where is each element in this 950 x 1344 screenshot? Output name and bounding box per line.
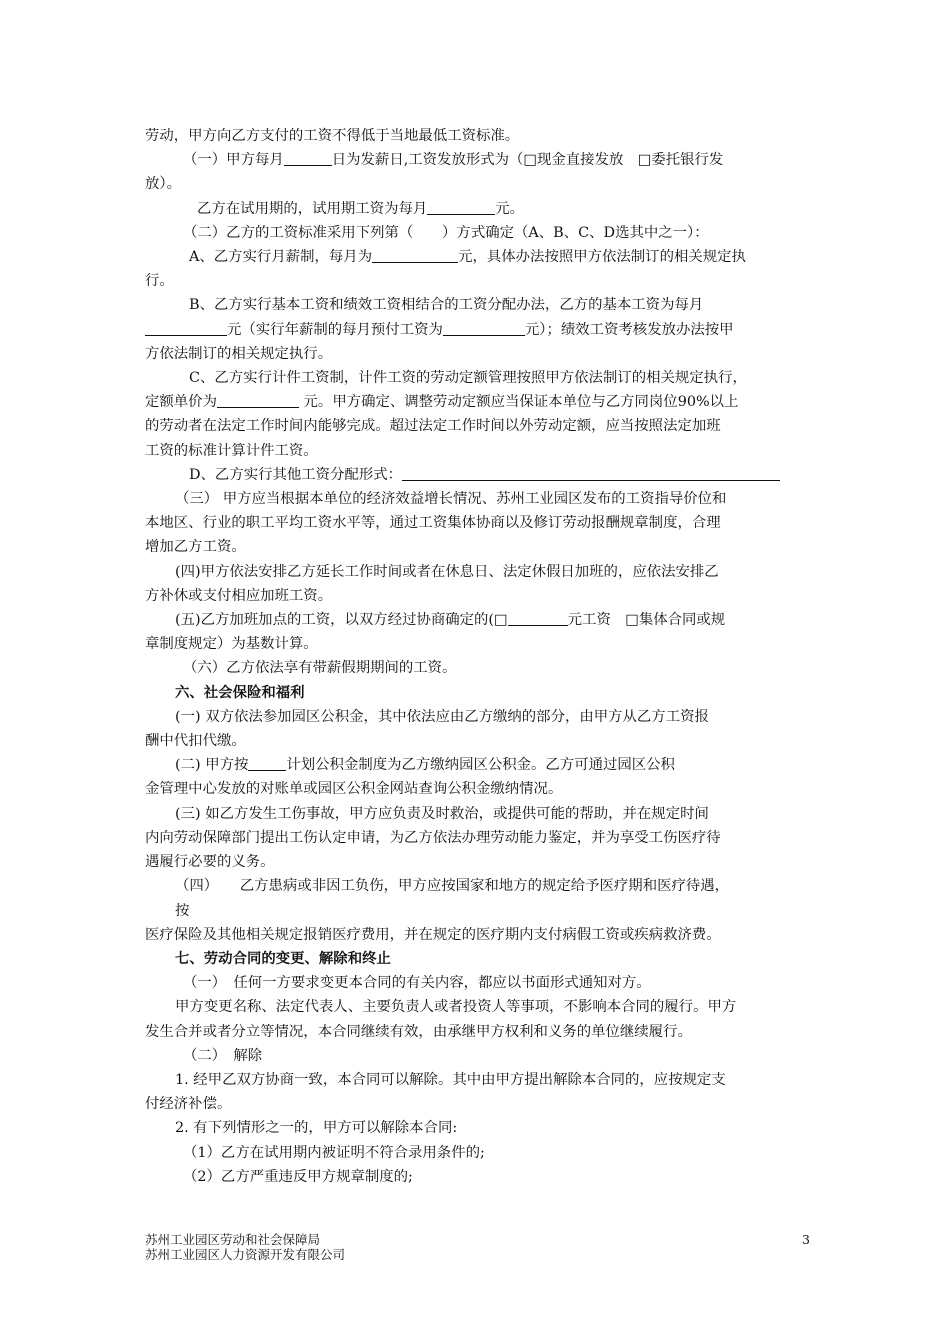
text-line: 增加乙方工资。 (145, 539, 246, 556)
text-line: 方依法制订的相关规定执行。 (145, 345, 333, 362)
blank-field[interactable] (284, 150, 332, 166)
blank-field[interactable] (443, 320, 525, 336)
text-line: (二) 甲方按 计划公积金制度为乙方缴纳园区公积金。乙方可通过园区公积 (175, 757, 675, 774)
text-line: 遇履行必要的义务。 (145, 854, 275, 871)
text-line: （三） 甲方应当根据本单位的经济效益增长情况、苏州工业园区发布的工资指导价位和 (175, 491, 727, 508)
section-heading: 七、劳动合同的变更、解除和终止 (175, 949, 391, 967)
text-line: 医疗保险及其他相关规定报销医疗费用，并在规定的医疗期内支付病假工资或疾病救济费。 (145, 926, 721, 943)
text-line: D、乙方实行其他工资分配形式： (145, 463, 810, 487)
text-line: 酬中代扣代缴。 (145, 733, 246, 750)
blank-field[interactable] (427, 199, 495, 215)
blank-field[interactable] (145, 320, 227, 336)
text-line: 本地区、行业的职工平均工资水平等，通过工资集体协商以及修订劳动报酬规章制度，合理 (145, 515, 721, 532)
text-line: 定额单价为 元。甲方确定、调整劳动定额应当保证本单位与乙方同岗位90%以上 (145, 394, 739, 411)
text-line: 按 (175, 902, 190, 919)
text-line: （2）乙方严重违反甲方规章制度的; (183, 1168, 413, 1185)
text-line: A、乙方实行月薪制，每月为 元，具体办法按照甲方依法制订的相关规定执 (189, 249, 746, 266)
footer-org: 苏州工业园区人力资源开发有限公司 (145, 1247, 346, 1262)
text-line: 乙方在试用期的，试用期工资为每月 元。 (197, 200, 525, 217)
footer-org: 苏州工业园区劳动和社会保障局 (145, 1232, 321, 1247)
text-line: (三) 如乙方发生工伤事故，甲方应负责及时救治，或提供可能的帮助，并在规定时间 (175, 805, 709, 822)
text-line: （二）乙方的工资标准采用下列第（ ）方式确定（A、B、C、D选其中之一）： (183, 224, 709, 241)
blank-field[interactable] (217, 392, 299, 408)
text-line: (一) 双方依法参加园区公积金，其中依法应由乙方缴纳的部分，由甲方从乙方工资报 (175, 708, 709, 725)
text-line: （二） 解除 (183, 1047, 263, 1064)
section-heading: 六、社会保险和福利 (175, 683, 305, 701)
text-line: 工资的标准计算计件工资。 (145, 442, 318, 459)
text-line: （1）乙方在试用期内被证明不符合录用条件的; (183, 1144, 485, 1161)
text-line: 章制度规定）为基数计算。 (145, 636, 318, 653)
text-line: 放）。 (145, 176, 181, 193)
text-line: 甲方变更名称、法定代表人、主要负责人或者投资人等事项，不影响本合同的履行。甲方 (175, 999, 737, 1016)
text-line: 付经济补偿。 (145, 1096, 232, 1113)
text-line: （一） 任何一方要求变更本合同的有关内容，都应以书面形式通知对方。 (183, 975, 651, 992)
page-footer (145, 1232, 810, 1262)
blank-field[interactable] (248, 755, 286, 771)
blank-field[interactable] (372, 247, 458, 263)
text-line: 行。 (145, 273, 174, 290)
blank-field[interactable] (508, 610, 568, 626)
text-line: （一）甲方每月 日为发薪日,工资发放形式为（□现金直接发放 □委托银行发 (183, 152, 724, 169)
text-line: (五)乙方加班加点的工资，以双方经过协商确定的(□ 元工资 □集体合同或规 (175, 612, 726, 629)
text-line: 发生合并或者分立等情况，本合同继续有效，由承继甲方权利和义务的单位继续履行。 (145, 1023, 692, 1040)
text-line: 金管理中心发放的对账单或园区公积金网站查询公积金缴纳情况。 (145, 781, 563, 798)
text-line: 方补休或支付相应加班工资。 (145, 587, 333, 604)
blank-field[interactable] (402, 465, 780, 481)
text-line: 元（实行年薪制的每月预付工资为 元）；绩效工资考核发放办法按甲 (145, 318, 810, 342)
text-line: （六）乙方依法享有带薪假期期间的工资。 (183, 660, 457, 677)
text-line: B、乙方实行基本工资和绩效工资相结合的工资分配办法，乙方的基本工资为每月 (189, 297, 704, 314)
page-number: 3 (802, 1232, 810, 1247)
text-line: 1. 经甲乙双方协商一致，本合同可以解除。其中由甲方提出解除本合同的，应按规定支 (175, 1071, 726, 1088)
text-line: 的劳动者在法定工作时间内能够完成。超过法定工作时间以外劳动定额，应当按照法定加班 (145, 418, 721, 435)
text-line: 劳动，甲方向乙方支付的工资不得低于当地最低工资标准。 (145, 128, 520, 144)
text-line: (四)甲方依法安排乙方延长工作时间或者在休息日、法定休假日加班的，应依法安排乙 (175, 563, 719, 580)
document-body (145, 124, 810, 1189)
text-line: （四） 乙方患病或非因工负伤，甲方应按国家和地方的规定给予医疗期和医疗待遇， (175, 878, 730, 895)
text-line: 2. 有下列情形之一的，甲方可以解除本合同: (175, 1120, 458, 1137)
text-line: 内向劳动保障部门提出工伤认定申请，为乙方依法办理劳动能力鉴定，并为享受工伤医疗待 (145, 829, 721, 846)
text-line: C、乙方实行计件工资制，计件工资的劳动定额管理按照甲方依法制订的相关规定执行， (189, 370, 747, 387)
